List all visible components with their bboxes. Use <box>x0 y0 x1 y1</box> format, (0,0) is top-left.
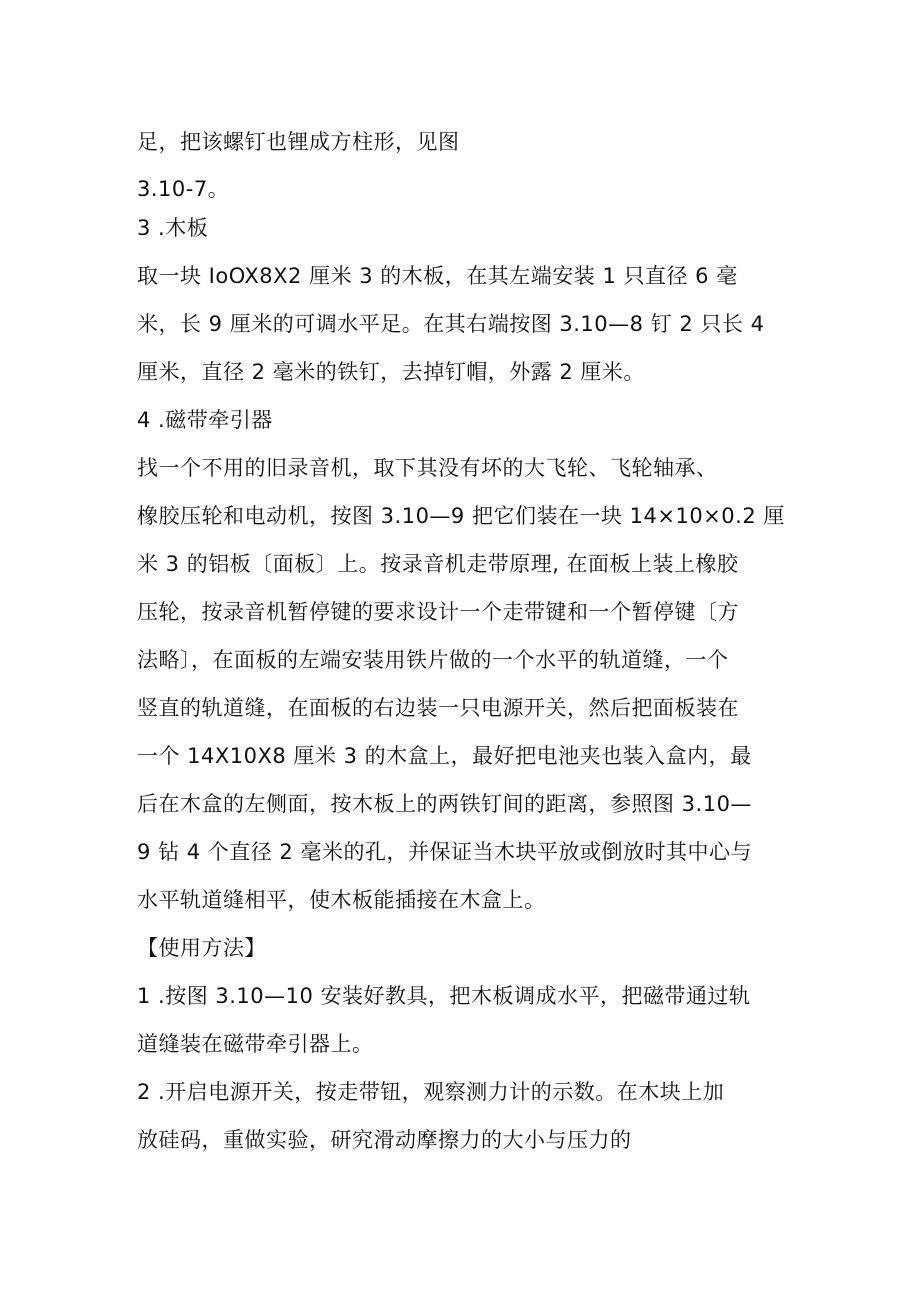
text-line: 足，把该螺钉也锂成方柱形，见图 <box>137 130 460 154</box>
text-line: 后在木盒的左侧面，按木板上的两铁钉间的距离，参照图 3.10— <box>137 792 752 816</box>
text-line: 水平轨道缝相平，使木板能插接在木盒上。 <box>137 888 546 912</box>
section-heading: 【使用方法】 <box>137 936 266 960</box>
section-heading: 4 .磁带牵引器 <box>137 408 273 432</box>
text-line: 厘米，直径 2 毫米的铁钉，去掉钉帽，外露 2 厘米。 <box>137 360 645 384</box>
text-line: 竖直的轨道缝，在面板的右边装一只电源开关，然后把面板装在 <box>137 696 739 720</box>
text-line: 1 .按图 3.10—10 安装好教具，把木板调成水平，把磁带通过轨 <box>137 984 751 1008</box>
text-line: 找一个不用的旧录音机，取下其没有坏的大飞轮、飞轮轴承、 <box>137 456 718 480</box>
text-line: 道缝装在磁带牵引器上。 <box>137 1032 374 1056</box>
text-line: 压轮，按录音机暂停键的要求设计一个走带键和一个暂停键〔方 <box>137 600 739 624</box>
text-line: 3.10-7。 <box>137 177 230 201</box>
text-line: 米 3 的铝板〔面板〕上。按录音机走带原理, 在面板上装上橡胶 <box>137 552 739 576</box>
section-heading: 3 .木板 <box>137 216 209 240</box>
text-line: 取一块 IoOX8X2 厘米 3 的木板，在其左端安装 1 只直径 6 毫 <box>137 264 738 288</box>
text-line: 9 钻 4 个直径 2 毫米的孔，并保证当木块平放或倒放时其中心与 <box>137 840 752 864</box>
text-line: 一个 14X10X8 厘米 3 的木盒上，最好把电池夹也装入盒内，最 <box>137 744 752 768</box>
text-line: 法略〕，在面板的左端安装用铁片做的一个水平的轨道缝，一个 <box>137 648 729 672</box>
text-line: 2 .开启电源开关，按走带钮，观察测力计的示数。在木块上加 <box>137 1080 725 1104</box>
text-line: 米，长 9 厘米的可调水平足。在其右端按图 3.10—8 钉 2 只长 4 <box>137 312 765 336</box>
text-line: 橡胶压轮和电动机，按图 3.10—9 把它们装在一块 14×10×0.2 厘 <box>137 504 785 528</box>
text-line: 放硅码，重做实验，研究滑动摩擦力的大小与压力的 <box>137 1128 632 1152</box>
